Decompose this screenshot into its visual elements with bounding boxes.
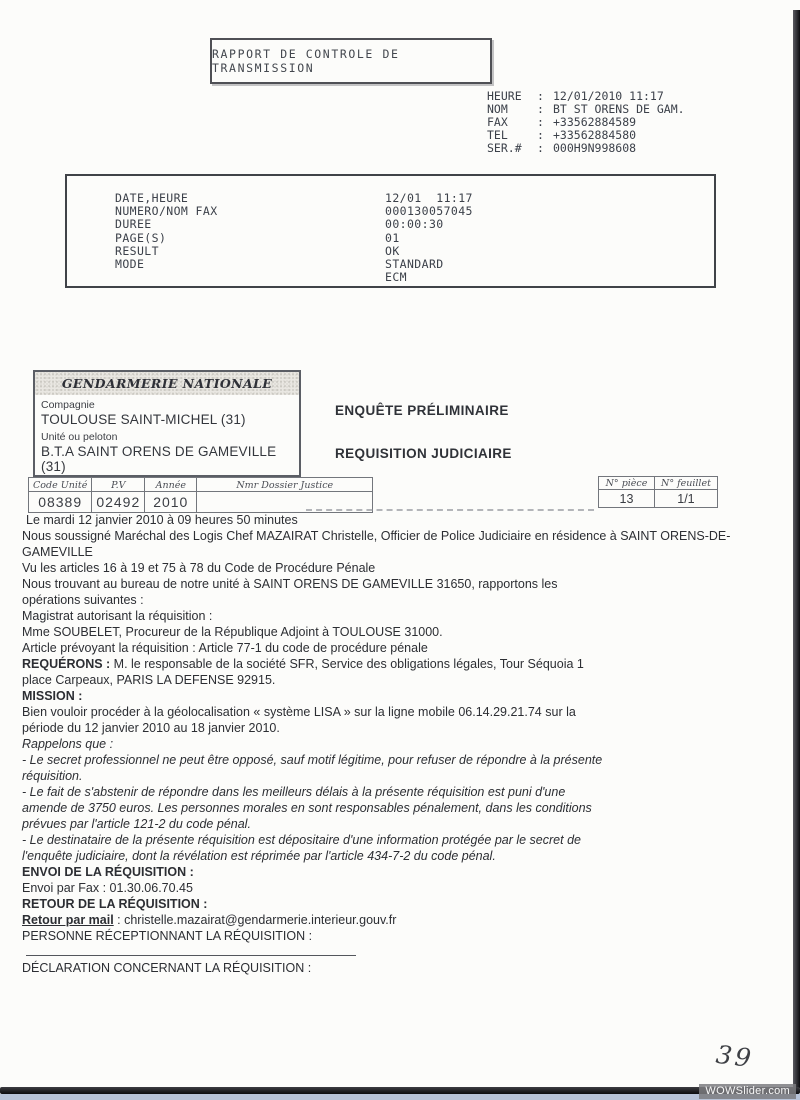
- retour-heading: RETOUR DE LA RÉQUISITION :: [22, 897, 208, 911]
- scan-edge-bottom: [0, 1087, 800, 1094]
- fax-header-label: SER.#: [487, 141, 522, 155]
- signature-blank-line: [26, 945, 356, 956]
- wowslider-watermark[interactable]: WOWSlider.com: [699, 1084, 796, 1099]
- fax-report-title-box: [210, 38, 492, 84]
- fax-transmission-log-box: [65, 174, 716, 288]
- fax-header-value: 12/01/2010 11:17: [553, 89, 664, 103]
- piece-number-label: N° pièce: [599, 477, 655, 490]
- fax-header-value: BT ST ORENS DE GAM.: [553, 102, 685, 116]
- requerons-label: REQUÉRONS :: [22, 657, 111, 671]
- fax-log-label: PAGE(S): [115, 230, 167, 245]
- magistrate-name: Mme SOUBELET, Procureur de la République Adjoint à TOULOUSE 31000.: [22, 625, 443, 639]
- reminder-item: - Le fait de s'abstenir de répondre dans les meilleurs délais à la présente réquisition est puni d'une amende de 3750 euros. Les personnes morales en sont responsables pénalement, dans les conditions prévues par l'article 121-2 du code pénal.: [22, 785, 592, 831]
- fax-header-separator: :: [537, 128, 544, 142]
- case-table-header: Code Unité: [29, 478, 92, 492]
- feuillet-number-label: N° feuillet: [655, 477, 718, 490]
- fax-header-label: NOM: [487, 102, 508, 116]
- fax-log-value: 000130057045: [385, 204, 473, 219]
- personne-line: [22, 928, 610, 960]
- mission-text: Bien vouloir procéder à la géolocalisation « système LISA » sur la ligne mobile 06.14.29.21.74 sur la période du 12 janvier 2010 au 18 janvier 2010.: [22, 705, 576, 735]
- case-reference-table: [28, 477, 373, 513]
- declaration-line: DÉCLARATION CONCERNANT LA RÉQUISITION :: [22, 961, 312, 975]
- document-body: [22, 512, 767, 976]
- piece-table-value-row: [599, 490, 718, 508]
- requerons-text: M. le responsable de la société SFR, Service des obligations légales, Tour Séquoia 1 place Carpeaux, PARIS LA DEFENSE 92915.: [22, 657, 584, 687]
- document-type-heading: REQUISITION JUDICIAIRE: [335, 446, 512, 461]
- body-articles-line: Vu les articles 16 à 19 et 75 à 78 du Code de Procédure Pénale: [22, 561, 376, 575]
- personne-line-text: PERSONNE RÉCEPTIONNANT LA RÉQUISITION :: [22, 929, 313, 943]
- fax-log-label: MODE: [115, 257, 145, 272]
- fax-log-value: OK: [385, 243, 400, 258]
- requerons-paragraph: [22, 656, 610, 688]
- letterhead-company: TOULOUSE SAINT-MICHEL (31): [41, 412, 246, 427]
- fax-header-value: +33562884580: [553, 128, 637, 142]
- envoi-fax-line: Envoi par Fax : 01.30.06.70.45: [22, 881, 193, 895]
- reminder-item: - Le secret professionnel ne peut être opposé, sauf motif légitime, pour refuser de répondre à la présente réquisition.: [22, 753, 603, 783]
- fax-log-labels-column: [115, 192, 218, 271]
- envoi-heading: ENVOI DE LA RÉQUISITION :: [22, 865, 194, 879]
- fax-header-row: [487, 142, 685, 155]
- letterhead-box: [33, 370, 301, 477]
- fax-header-label: TEL: [487, 128, 508, 142]
- fax-header-value: 000H9N998608: [553, 141, 637, 155]
- retour-mail-label: Retour par mail: [22, 913, 114, 927]
- fax-log-label: DUREE: [115, 217, 152, 232]
- case-table-header: Année: [145, 478, 197, 492]
- fax-header-value: +33562884589: [553, 115, 637, 129]
- scan-edge-right: [793, 10, 800, 1088]
- retour-mail-line: [22, 912, 610, 928]
- body-date-line: Le mardi 12 janvier 2010 à 09 heures 50 minutes: [26, 513, 298, 527]
- fax-header-separator: :: [537, 89, 544, 103]
- piece-feuillet-table: [598, 476, 718, 508]
- fax-log-label: RESULT: [115, 243, 159, 258]
- fax-log-value: 01: [385, 230, 400, 245]
- retour-mail-address: : christelle.mazairat@gendarmerie.interieur.gouv.fr: [113, 913, 397, 927]
- case-table-cell: 08389: [29, 492, 92, 513]
- fax-header-separator: :: [537, 141, 544, 155]
- fax-log-label: DATE,HEURE: [115, 191, 189, 205]
- fax-header-separator: :: [537, 102, 544, 116]
- fax-log-value: STANDARD: [385, 257, 444, 272]
- piece-number-value: 13: [599, 490, 655, 508]
- letterhead-org-title: GENDARMERIE NATIONALE: [35, 372, 299, 395]
- case-table-header: P.V: [92, 478, 145, 492]
- case-table-cell: 02492: [92, 492, 145, 513]
- fax-log-values-column: [385, 192, 473, 284]
- fax-header-label: FAX: [487, 115, 508, 129]
- mission-label: MISSION :: [22, 689, 83, 703]
- body-report-paragraph: Nous trouvant au bureau de notre unité à SAINT ORENS DE GAMEVILLE 31650, rapportons les opérations suivantes :: [22, 577, 558, 607]
- fax-identity-header: [487, 90, 685, 155]
- fax-header-separator: :: [537, 115, 544, 129]
- feuillet-number-value: 1/1: [655, 490, 718, 508]
- reminder-item: - Le destinataire de la présente réquisition est dépositaire d'une information protégée par le secret de l'enquête judiciaire, dont la révélation est réprimée par l'article 434-7-2 du code pénal.: [22, 833, 581, 863]
- handwritten-page-number: 39: [714, 1039, 756, 1074]
- letterhead-company-label: Compagnie: [41, 399, 95, 411]
- fax-report-title: RAPPORT DE CONTROLE DE TRANSMISSION: [212, 47, 400, 75]
- fax-log-value: ECM: [385, 270, 407, 285]
- letterhead-unit-label: Unité ou peloton: [41, 431, 118, 443]
- letterhead-unit: B.T.A SAINT ORENS DE GAMEVILLE (31): [41, 444, 277, 474]
- piece-table-header-row: [599, 477, 718, 490]
- slider-frame-strip: [0, 1094, 800, 1100]
- fax-log-label: NUMERO/NOM FAX: [115, 204, 218, 219]
- procedure-type-heading: ENQUÊTE PRÉLIMINAIRE: [335, 403, 509, 418]
- case-table-header: Nmr Dossier Justice: [197, 478, 373, 492]
- fax-log-value: 00:00:30: [385, 217, 444, 232]
- magistrate-heading: Magistrat autorisant la réquisition :: [22, 609, 213, 623]
- reminder-heading: Rappelons que :: [22, 737, 114, 751]
- dotted-form-rule: [306, 509, 594, 511]
- body-officer-line: Nous soussigné Maréchal des Logis Chef MAZAIRAT Christelle, Officier de Police Judiciaire en résidence à SAINT ORENS-DE-GAMEVILLE: [22, 529, 731, 559]
- fax-log-value: 12/01 11:17: [385, 191, 473, 205]
- case-table-cell: 2010: [145, 492, 197, 513]
- case-table-header-row: [29, 478, 373, 492]
- fax-header-label: HEURE: [487, 89, 522, 103]
- legal-article-line: Article prévoyant la réquisition : Article 77-1 du code de procédure pénale: [22, 641, 428, 655]
